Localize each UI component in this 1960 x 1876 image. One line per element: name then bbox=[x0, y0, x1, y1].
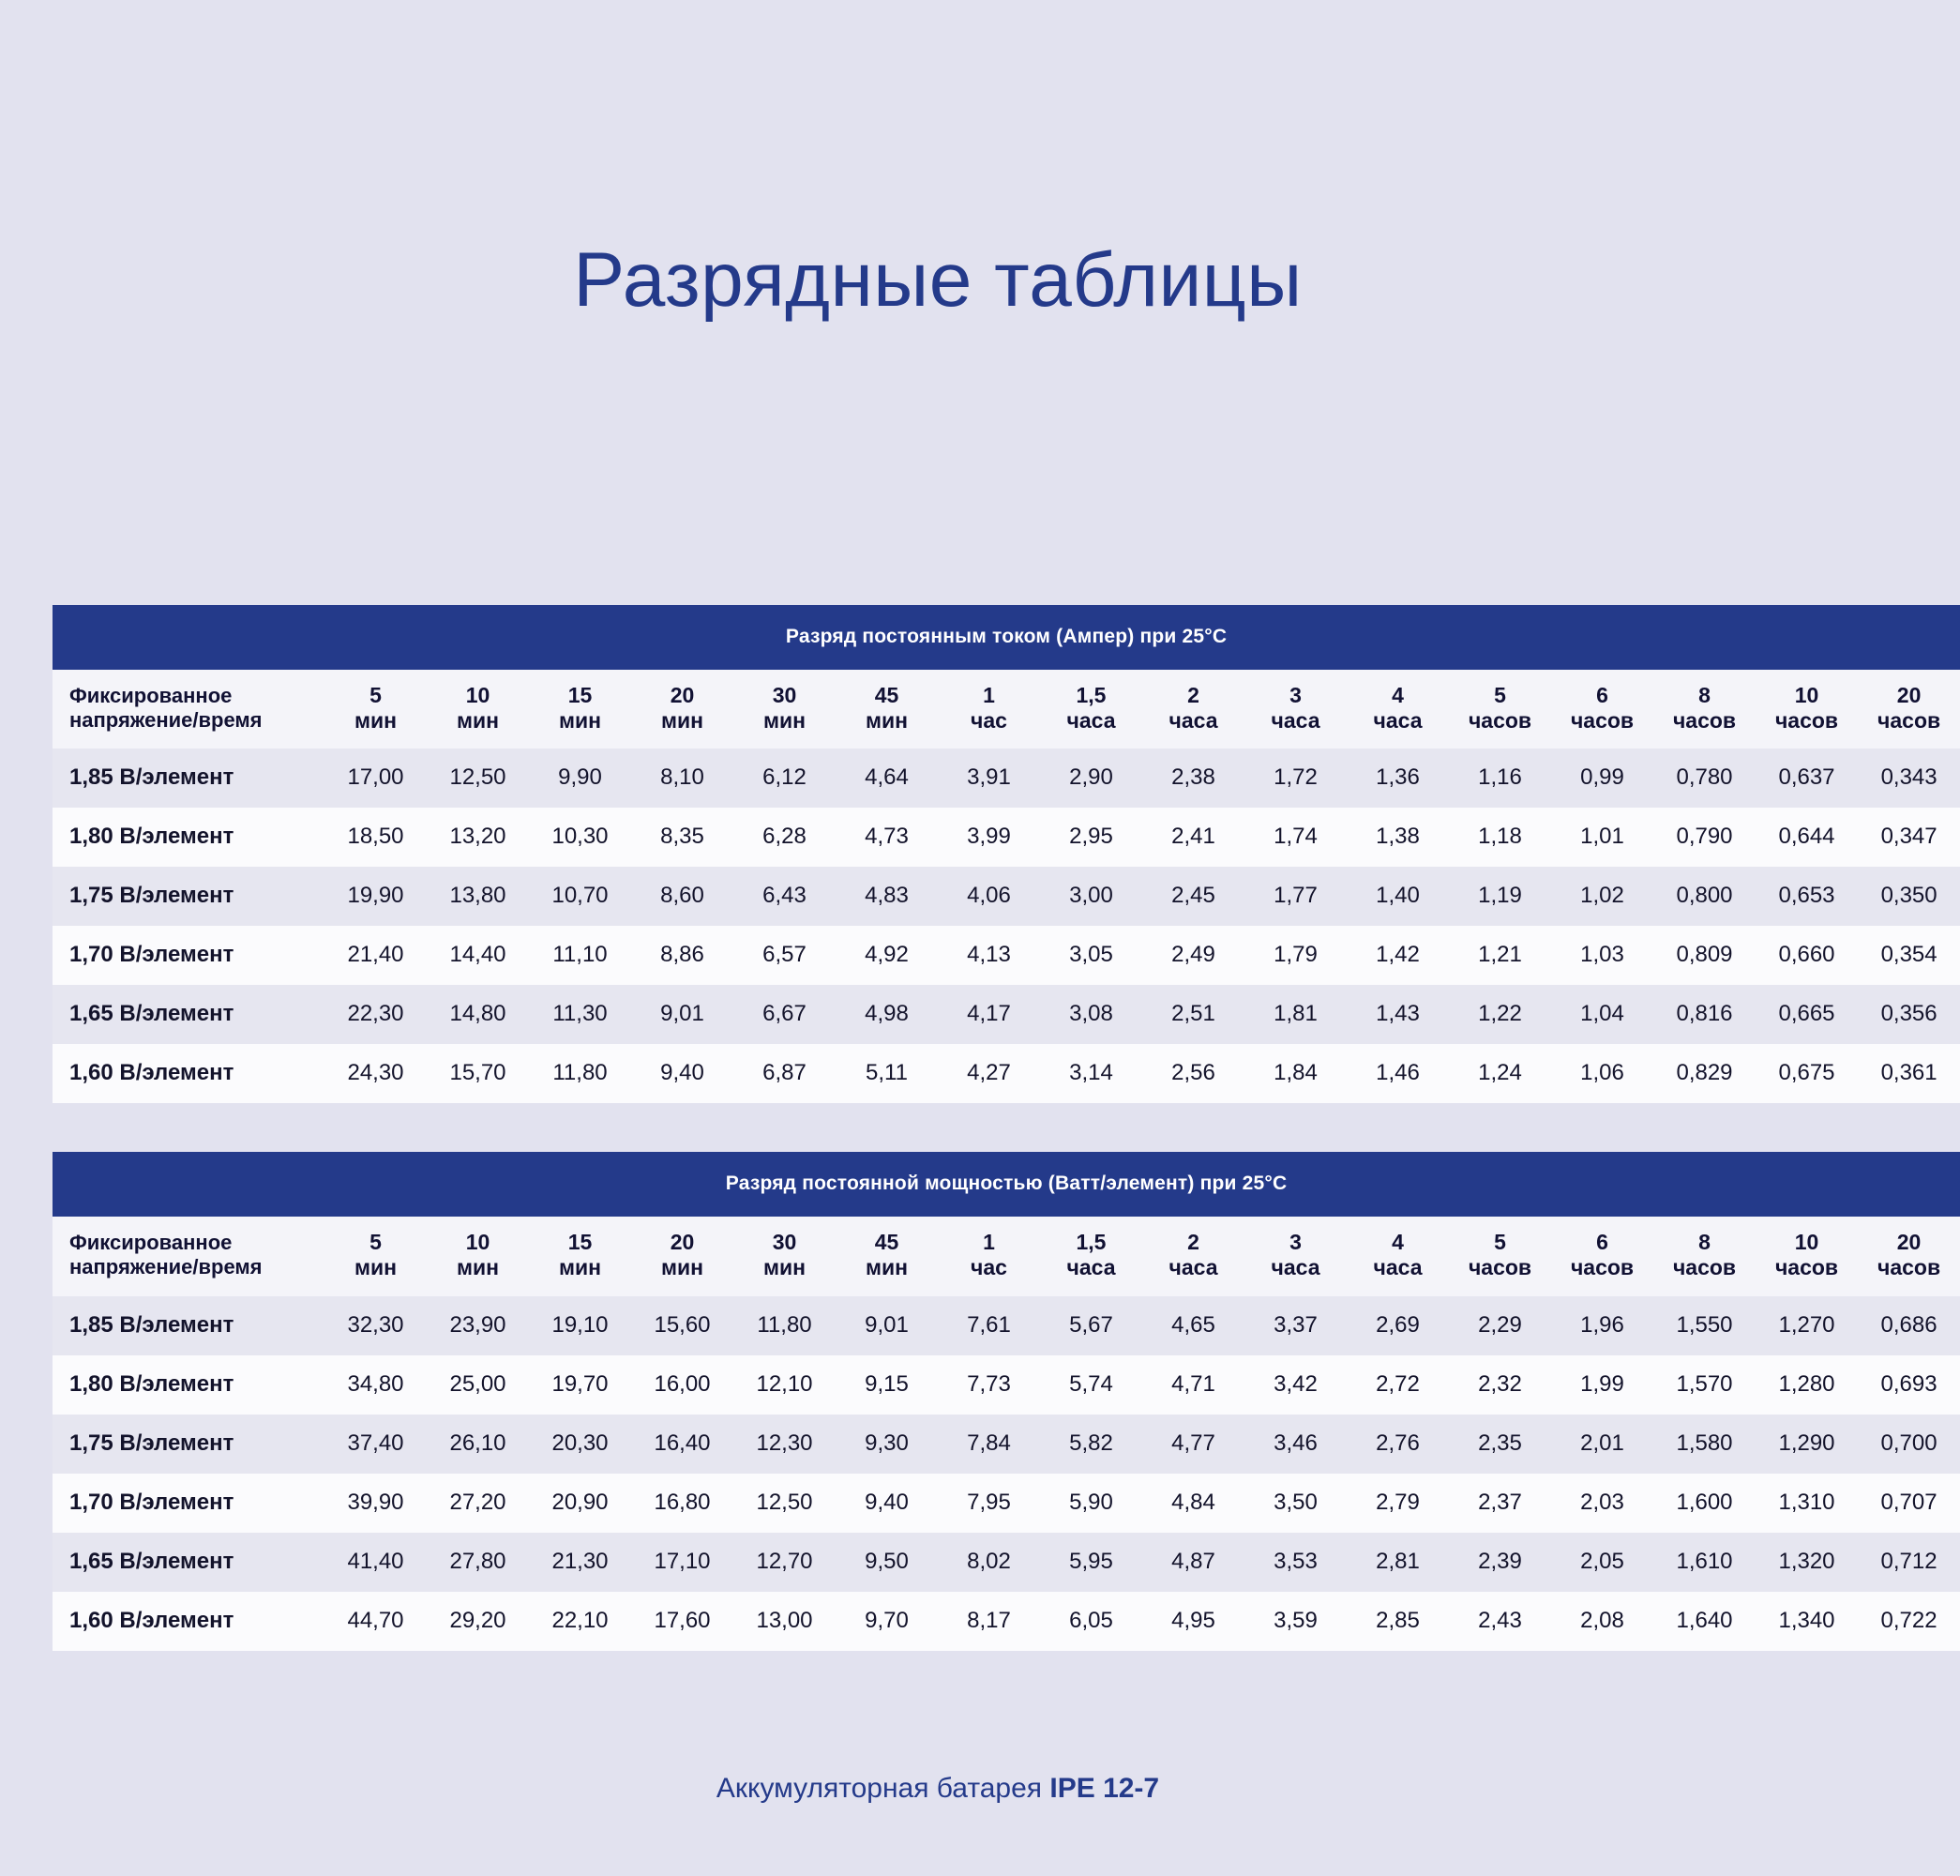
column-header-10: 3 часа bbox=[1244, 670, 1347, 749]
table-cell: 2,41 bbox=[1142, 808, 1244, 867]
table-cell: 2,79 bbox=[1347, 1474, 1449, 1533]
table-cell: 10,70 bbox=[529, 867, 631, 926]
table-cell: 4,92 bbox=[836, 926, 938, 985]
table-cell: 5,67 bbox=[1040, 1296, 1142, 1355]
table-cell: 1,46 bbox=[1347, 1044, 1449, 1103]
table-cell: 0,660 bbox=[1756, 926, 1858, 985]
table-cell: 13,00 bbox=[733, 1592, 836, 1651]
table-cell: 12,70 bbox=[733, 1533, 836, 1592]
table-cell: 5,11 bbox=[836, 1044, 938, 1103]
column-header-11: 4 часа bbox=[1347, 1217, 1449, 1295]
column-header-12: 5 часов bbox=[1449, 670, 1551, 749]
table-cell: 22,30 bbox=[324, 985, 427, 1044]
table-cell: 2,35 bbox=[1449, 1415, 1551, 1474]
table-cell: 2,76 bbox=[1347, 1415, 1449, 1474]
column-header-16: 20 часов bbox=[1858, 1217, 1960, 1295]
table-cell: 1,340 bbox=[1756, 1592, 1858, 1651]
footer-model: IPE 12-7 bbox=[1049, 1773, 1160, 1804]
row-label: 1,70 В/элемент bbox=[53, 926, 324, 985]
row-label: 1,60 В/элемент bbox=[53, 1592, 324, 1651]
table-cell: 3,46 bbox=[1244, 1415, 1347, 1474]
table-cell: 6,87 bbox=[733, 1044, 836, 1103]
table-row bbox=[53, 749, 1960, 808]
table-cell: 0,343 bbox=[1858, 749, 1960, 808]
table-cell: 12,50 bbox=[427, 749, 529, 808]
table-cell: 1,81 bbox=[1244, 985, 1347, 1044]
row-label: 1,65 В/элемент bbox=[53, 1533, 324, 1592]
table-cell: 3,00 bbox=[1040, 867, 1142, 926]
table-cell: 0,809 bbox=[1653, 926, 1756, 985]
table-cell: 5,74 bbox=[1040, 1355, 1142, 1415]
table-cell: 3,99 bbox=[938, 808, 1040, 867]
table-cell: 9,40 bbox=[631, 1044, 733, 1103]
table-row bbox=[53, 1533, 1960, 1592]
column-header-10: 3 часа bbox=[1244, 1217, 1347, 1295]
table-cell: 1,280 bbox=[1756, 1355, 1858, 1415]
table-cell: 1,570 bbox=[1653, 1355, 1756, 1415]
table-row bbox=[53, 926, 1960, 985]
table-cell: 19,10 bbox=[529, 1296, 631, 1355]
table-cell: 5,95 bbox=[1040, 1533, 1142, 1592]
column-header-4: 20 мин bbox=[631, 1217, 733, 1295]
table-cell: 1,22 bbox=[1449, 985, 1551, 1044]
row-label: 1,80 В/элемент bbox=[53, 808, 324, 867]
table-cell: 0,722 bbox=[1858, 1592, 1960, 1651]
table-cell: 2,05 bbox=[1551, 1533, 1653, 1592]
table-cell: 0,637 bbox=[1756, 749, 1858, 808]
table-cell: 0,653 bbox=[1756, 867, 1858, 926]
table-cell: 7,73 bbox=[938, 1355, 1040, 1415]
table-cell: 6,12 bbox=[733, 749, 836, 808]
column-header-6: 45 мин bbox=[836, 1217, 938, 1295]
table-cell: 3,91 bbox=[938, 749, 1040, 808]
table-cell: 1,600 bbox=[1653, 1474, 1756, 1533]
table-cell: 4,17 bbox=[938, 985, 1040, 1044]
table-cell: 3,08 bbox=[1040, 985, 1142, 1044]
table-cell: 39,90 bbox=[324, 1474, 427, 1533]
table-cell: 4,95 bbox=[1142, 1592, 1244, 1651]
table-cell: 1,03 bbox=[1551, 926, 1653, 985]
table-cell: 41,40 bbox=[324, 1533, 427, 1592]
table-row bbox=[53, 1415, 1960, 1474]
table-cell: 2,95 bbox=[1040, 808, 1142, 867]
table-cell: 25,00 bbox=[427, 1355, 529, 1415]
table-cell: 5,82 bbox=[1040, 1415, 1142, 1474]
table-cell: 4,73 bbox=[836, 808, 938, 867]
table-cell: 4,27 bbox=[938, 1044, 1040, 1103]
table-cell: 0,712 bbox=[1858, 1533, 1960, 1592]
table-cell: 29,20 bbox=[427, 1592, 529, 1651]
table-cell: 20,90 bbox=[529, 1474, 631, 1533]
table-cell: 16,00 bbox=[631, 1355, 733, 1415]
row-label: 1,70 В/элемент bbox=[53, 1474, 324, 1533]
row-label: 1,60 В/элемент bbox=[53, 1044, 324, 1103]
table-cell: 4,06 bbox=[938, 867, 1040, 926]
table-row bbox=[53, 1296, 1960, 1355]
table-cell: 0,780 bbox=[1653, 749, 1756, 808]
table-cell: 1,06 bbox=[1551, 1044, 1653, 1103]
table-cell: 0,829 bbox=[1653, 1044, 1756, 1103]
column-header-14: 8 часов bbox=[1653, 1217, 1756, 1295]
table-cell: 11,30 bbox=[529, 985, 631, 1044]
table-cell: 4,13 bbox=[938, 926, 1040, 985]
table-cell: 2,90 bbox=[1040, 749, 1142, 808]
page-title: Разрядные таблицы bbox=[573, 237, 1303, 323]
table-cell: 0,644 bbox=[1756, 808, 1858, 867]
column-header-8: 1,5 часа bbox=[1040, 1217, 1142, 1295]
table-cell: 9,01 bbox=[631, 985, 733, 1044]
column-header-5: 30 мин bbox=[733, 670, 836, 749]
table-row bbox=[53, 1044, 1960, 1103]
table-cell: 3,50 bbox=[1244, 1474, 1347, 1533]
table-cell: 1,24 bbox=[1449, 1044, 1551, 1103]
column-header-4: 20 мин bbox=[631, 670, 733, 749]
table-cell: 0,686 bbox=[1858, 1296, 1960, 1355]
table-cell: 19,70 bbox=[529, 1355, 631, 1415]
column-header-12: 5 часов bbox=[1449, 1217, 1551, 1295]
table-cell: 1,640 bbox=[1653, 1592, 1756, 1651]
table-cell: 1,40 bbox=[1347, 867, 1449, 926]
column-header-8: 1,5 часа bbox=[1040, 670, 1142, 749]
table-cell: 2,49 bbox=[1142, 926, 1244, 985]
table-cell: 37,40 bbox=[324, 1415, 427, 1474]
column-header-15: 10 часов bbox=[1756, 1217, 1858, 1295]
table-cell: 1,43 bbox=[1347, 985, 1449, 1044]
table-cell: 20,30 bbox=[529, 1415, 631, 1474]
table-cell: 1,84 bbox=[1244, 1044, 1347, 1103]
table-cell: 1,96 bbox=[1551, 1296, 1653, 1355]
table-cell: 21,40 bbox=[324, 926, 427, 985]
column-header-13: 6 часов bbox=[1551, 1217, 1653, 1295]
table-cell: 9,15 bbox=[836, 1355, 938, 1415]
table-cell: 1,290 bbox=[1756, 1415, 1858, 1474]
table-cell: 7,95 bbox=[938, 1474, 1040, 1533]
table-cell: 1,99 bbox=[1551, 1355, 1653, 1415]
table-cell: 0,350 bbox=[1858, 867, 1960, 926]
table-cell: 2,43 bbox=[1449, 1592, 1551, 1651]
table-banner-row bbox=[53, 605, 1960, 670]
table-cell: 6,28 bbox=[733, 808, 836, 867]
discharge-table-2 bbox=[53, 1152, 1960, 1650]
column-header-2: 10 мин bbox=[427, 670, 529, 749]
table-cell: 7,84 bbox=[938, 1415, 1040, 1474]
table-row bbox=[53, 1474, 1960, 1533]
table-cell: 1,77 bbox=[1244, 867, 1347, 926]
table-cell: 16,80 bbox=[631, 1474, 733, 1533]
table-cell: 34,80 bbox=[324, 1355, 427, 1415]
table-cell: 9,90 bbox=[529, 749, 631, 808]
table-cell: 2,85 bbox=[1347, 1592, 1449, 1651]
row-label: 1,85 В/элемент bbox=[53, 1296, 324, 1355]
discharge-table-1 bbox=[53, 605, 1960, 1103]
table-cell: 8,02 bbox=[938, 1533, 1040, 1592]
table-cell: 6,05 bbox=[1040, 1592, 1142, 1651]
table-header-row bbox=[53, 1217, 1960, 1295]
table-cell: 4,87 bbox=[1142, 1533, 1244, 1592]
column-header-7: 1 час bbox=[938, 670, 1040, 749]
table-cell: 2,08 bbox=[1551, 1592, 1653, 1651]
column-header-9: 2 часа bbox=[1142, 1217, 1244, 1295]
table-cell: 2,51 bbox=[1142, 985, 1244, 1044]
table-cell: 8,17 bbox=[938, 1592, 1040, 1651]
table-cell: 1,550 bbox=[1653, 1296, 1756, 1355]
table-cell: 6,67 bbox=[733, 985, 836, 1044]
table-cell: 27,80 bbox=[427, 1533, 529, 1592]
column-header-9: 2 часа bbox=[1142, 670, 1244, 749]
table-cell: 0,800 bbox=[1653, 867, 1756, 926]
column-header-14: 8 часов bbox=[1653, 670, 1756, 749]
table-cell: 11,10 bbox=[529, 926, 631, 985]
table-cell: 0,707 bbox=[1858, 1474, 1960, 1533]
table-cell: 11,80 bbox=[733, 1296, 836, 1355]
table-cell: 4,71 bbox=[1142, 1355, 1244, 1415]
table-cell: 3,05 bbox=[1040, 926, 1142, 985]
table-cell: 6,43 bbox=[733, 867, 836, 926]
table-cell: 4,98 bbox=[836, 985, 938, 1044]
table-cell: 0,675 bbox=[1756, 1044, 1858, 1103]
table-cell: 8,86 bbox=[631, 926, 733, 985]
column-header-3: 15 мин bbox=[529, 1217, 631, 1295]
table-cell: 1,320 bbox=[1756, 1533, 1858, 1592]
table-cell: 44,70 bbox=[324, 1592, 427, 1651]
table-cell: 3,42 bbox=[1244, 1355, 1347, 1415]
table-cell: 1,310 bbox=[1756, 1474, 1858, 1533]
table-cell: 12,30 bbox=[733, 1415, 836, 1474]
table-cell: 2,56 bbox=[1142, 1044, 1244, 1103]
table-row bbox=[53, 1592, 1960, 1651]
table-cell: 24,30 bbox=[324, 1044, 427, 1103]
table-cell: 4,84 bbox=[1142, 1474, 1244, 1533]
table-cell: 13,20 bbox=[427, 808, 529, 867]
table-cell: 6,57 bbox=[733, 926, 836, 985]
table-cell: 22,10 bbox=[529, 1592, 631, 1651]
table-cell: 8,60 bbox=[631, 867, 733, 926]
table-cell: 9,70 bbox=[836, 1592, 938, 1651]
row-label: 1,75 В/элемент bbox=[53, 867, 324, 926]
table-cell: 1,21 bbox=[1449, 926, 1551, 985]
table-cell: 8,35 bbox=[631, 808, 733, 867]
footer-prefix: Аккумуляторная батарея bbox=[716, 1773, 1050, 1804]
table-cell: 11,80 bbox=[529, 1044, 631, 1103]
table-cell: 10,30 bbox=[529, 808, 631, 867]
table-cell: 2,03 bbox=[1551, 1474, 1653, 1533]
table-cell: 2,29 bbox=[1449, 1296, 1551, 1355]
table-cell: 0,790 bbox=[1653, 808, 1756, 867]
table-cell: 3,14 bbox=[1040, 1044, 1142, 1103]
column-header-1: 5 мин bbox=[324, 1217, 427, 1295]
table-cell: 4,83 bbox=[836, 867, 938, 926]
table-cell: 7,61 bbox=[938, 1296, 1040, 1355]
table-cell: 2,38 bbox=[1142, 749, 1244, 808]
table-cell: 0,99 bbox=[1551, 749, 1653, 808]
table-cell: 5,90 bbox=[1040, 1474, 1142, 1533]
table-cell: 2,39 bbox=[1449, 1533, 1551, 1592]
row-header-label: Фиксированное напряжение/время bbox=[53, 1217, 324, 1295]
table-row bbox=[53, 1355, 1960, 1415]
table-cell: 9,30 bbox=[836, 1415, 938, 1474]
table-cell: 2,72 bbox=[1347, 1355, 1449, 1415]
table-cell: 0,347 bbox=[1858, 808, 1960, 867]
table-cell: 1,42 bbox=[1347, 926, 1449, 985]
table-cell: 1,610 bbox=[1653, 1533, 1756, 1592]
table-cell: 17,10 bbox=[631, 1533, 733, 1592]
column-header-7: 1 час bbox=[938, 1217, 1040, 1295]
table-cell: 14,80 bbox=[427, 985, 529, 1044]
table-cell: 2,81 bbox=[1347, 1533, 1449, 1592]
table-cell: 14,40 bbox=[427, 926, 529, 985]
table-row bbox=[53, 808, 1960, 867]
table-cell: 3,37 bbox=[1244, 1296, 1347, 1355]
table-cell: 1,19 bbox=[1449, 867, 1551, 926]
row-label: 1,85 В/элемент bbox=[53, 749, 324, 808]
table-header-row bbox=[53, 670, 1960, 749]
table-cell: 0,354 bbox=[1858, 926, 1960, 985]
table-cell: 0,816 bbox=[1653, 985, 1756, 1044]
table-cell: 3,59 bbox=[1244, 1592, 1347, 1651]
table-cell: 1,74 bbox=[1244, 808, 1347, 867]
column-header-2: 10 мин bbox=[427, 1217, 529, 1295]
table-row bbox=[53, 985, 1960, 1044]
column-header-6: 45 мин bbox=[836, 670, 938, 749]
table-cell: 4,77 bbox=[1142, 1415, 1244, 1474]
table-cell: 1,04 bbox=[1551, 985, 1653, 1044]
table-cell: 26,10 bbox=[427, 1415, 529, 1474]
table-cell: 1,02 bbox=[1551, 867, 1653, 926]
table-cell: 1,38 bbox=[1347, 808, 1449, 867]
column-header-15: 10 часов bbox=[1756, 670, 1858, 749]
table-cell: 16,40 bbox=[631, 1415, 733, 1474]
row-label: 1,65 В/элемент bbox=[53, 985, 324, 1044]
table-cell: 0,693 bbox=[1858, 1355, 1960, 1415]
table-cell: 0,700 bbox=[1858, 1415, 1960, 1474]
table-cell: 1,01 bbox=[1551, 808, 1653, 867]
table-cell: 4,65 bbox=[1142, 1296, 1244, 1355]
table-cell: 32,30 bbox=[324, 1296, 427, 1355]
column-header-1: 5 мин bbox=[324, 670, 427, 749]
table-title: Разряд постоянной мощностью (Ватт/элемент) при 25°C bbox=[53, 1152, 1960, 1217]
table-cell: 2,37 bbox=[1449, 1474, 1551, 1533]
table-cell: 2,01 bbox=[1551, 1415, 1653, 1474]
table-banner-row bbox=[53, 1152, 1960, 1217]
table-cell: 9,50 bbox=[836, 1533, 938, 1592]
table-cell: 2,69 bbox=[1347, 1296, 1449, 1355]
table-cell: 19,90 bbox=[324, 867, 427, 926]
table-cell: 2,45 bbox=[1142, 867, 1244, 926]
table-cell: 1,18 bbox=[1449, 808, 1551, 867]
table-cell: 21,30 bbox=[529, 1533, 631, 1592]
row-header-label: Фиксированное напряжение/время bbox=[53, 670, 324, 749]
table-title: Разряд постоянным током (Ампер) при 25°C bbox=[53, 605, 1960, 670]
footer-caption bbox=[0, 1773, 1876, 1805]
table-cell: 15,70 bbox=[427, 1044, 529, 1103]
table-cell: 9,01 bbox=[836, 1296, 938, 1355]
table-cell: 18,50 bbox=[324, 808, 427, 867]
table-cell: 12,50 bbox=[733, 1474, 836, 1533]
column-header-13: 6 часов bbox=[1551, 670, 1653, 749]
table-cell: 3,53 bbox=[1244, 1533, 1347, 1592]
column-header-3: 15 мин bbox=[529, 670, 631, 749]
table-cell: 0,356 bbox=[1858, 985, 1960, 1044]
table-cell: 9,40 bbox=[836, 1474, 938, 1533]
row-label: 1,75 В/элемент bbox=[53, 1415, 324, 1474]
table-cell: 23,90 bbox=[427, 1296, 529, 1355]
table-cell: 1,16 bbox=[1449, 749, 1551, 808]
column-header-16: 20 часов bbox=[1858, 670, 1960, 749]
table-cell: 1,79 bbox=[1244, 926, 1347, 985]
table-cell: 1,72 bbox=[1244, 749, 1347, 808]
table-cell: 0,361 bbox=[1858, 1044, 1960, 1103]
table-cell: 1,580 bbox=[1653, 1415, 1756, 1474]
table-cell: 1,270 bbox=[1756, 1296, 1858, 1355]
table-cell: 0,665 bbox=[1756, 985, 1858, 1044]
table-cell: 2,32 bbox=[1449, 1355, 1551, 1415]
table-cell: 8,10 bbox=[631, 749, 733, 808]
table-cell: 17,00 bbox=[324, 749, 427, 808]
row-label: 1,80 В/элемент bbox=[53, 1355, 324, 1415]
table-cell: 13,80 bbox=[427, 867, 529, 926]
table-cell: 4,64 bbox=[836, 749, 938, 808]
table-cell: 27,20 bbox=[427, 1474, 529, 1533]
table-row bbox=[53, 867, 1960, 926]
table-cell: 15,60 bbox=[631, 1296, 733, 1355]
column-header-11: 4 часа bbox=[1347, 670, 1449, 749]
column-header-5: 30 мин bbox=[733, 1217, 836, 1295]
tables-container bbox=[53, 605, 1941, 1651]
table-cell: 1,36 bbox=[1347, 749, 1449, 808]
table-cell: 17,60 bbox=[631, 1592, 733, 1651]
table-cell: 12,10 bbox=[733, 1355, 836, 1415]
